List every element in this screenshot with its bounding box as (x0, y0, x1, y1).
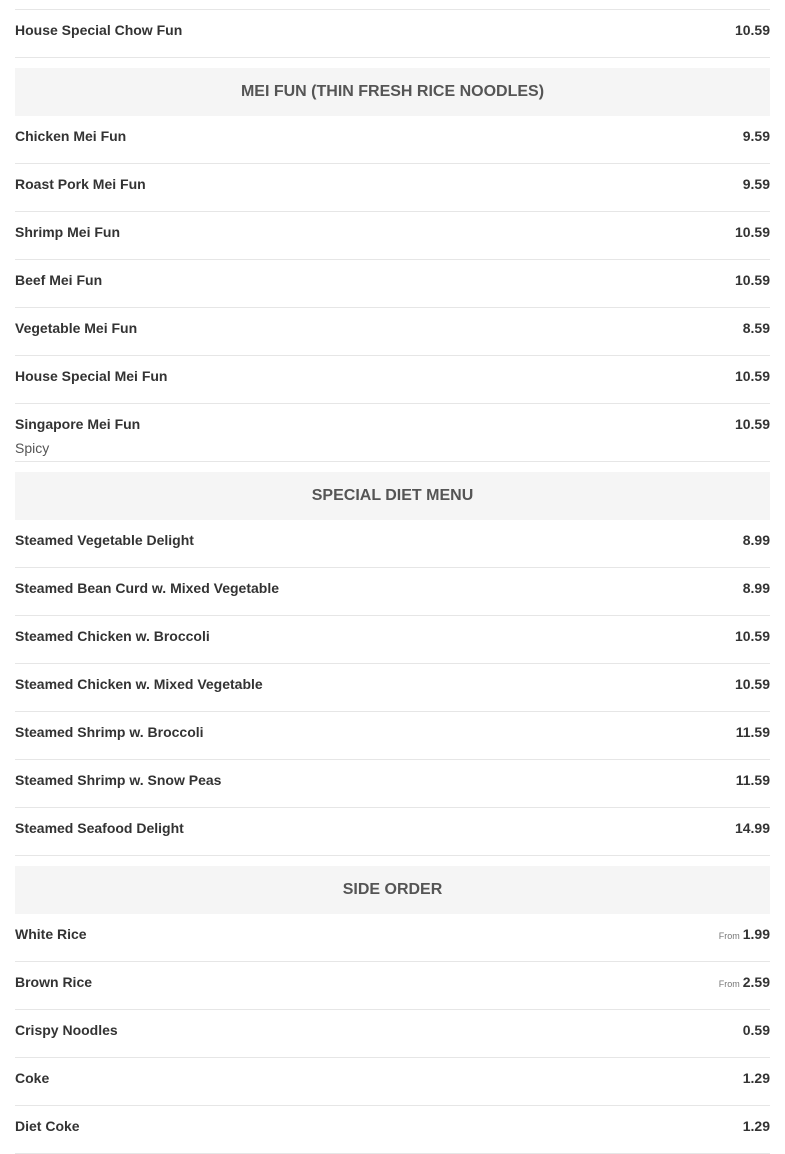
menu-item-name: House Special Mei Fun (15, 368, 168, 384)
menu-item-price (736, 772, 770, 788)
price-from-label: From (718, 931, 740, 941)
price-value: 14.99 (734, 820, 770, 836)
menu-item-price (743, 580, 770, 596)
top-divider (15, 0, 770, 10)
price-value: 8.99 (742, 532, 770, 548)
menu-item-name: Diet Coke (15, 1118, 80, 1134)
menu-item[interactable] (15, 356, 770, 404)
menu-item-price (743, 1022, 770, 1038)
menu-item[interactable] (15, 1106, 770, 1154)
price-value: 9.59 (742, 128, 770, 144)
menu-item-name: Steamed Chicken w. Broccoli (15, 628, 210, 644)
price-value: 11.59 (735, 772, 770, 788)
price-value: 10.59 (734, 368, 770, 384)
menu-item-price (735, 628, 770, 644)
price-value: 0.59 (742, 1022, 770, 1038)
menu-item-price (735, 368, 770, 384)
menu-item-name: Steamed Bean Curd w. Mixed Vegetable (15, 580, 280, 596)
menu-item-price (735, 676, 770, 692)
menu-item-name: Steamed Shrimp w. Broccoli (15, 724, 204, 740)
menu-item-name: Chicken Mei Fun (15, 128, 127, 144)
menu-item-price (719, 974, 770, 990)
menu-item-name: Roast Pork Mei Fun (15, 176, 146, 192)
menu-list (15, 0, 770, 1154)
menu-item-name: Steamed Vegetable Delight (15, 532, 194, 548)
price-value: 10.59 (734, 676, 770, 692)
menu-item-price (719, 926, 770, 942)
menu-item[interactable] (15, 308, 770, 356)
menu-item-price (736, 724, 770, 740)
menu-item[interactable] (15, 404, 770, 462)
price-value: 8.99 (742, 580, 770, 596)
menu-item[interactable] (15, 520, 770, 568)
menu-item-name: Beef Mei Fun (15, 272, 103, 288)
menu-item-name: Steamed Shrimp w. Snow Peas (15, 772, 222, 788)
price-from-label: From (718, 979, 740, 989)
menu-item-name: White Rice (15, 926, 87, 942)
menu-item[interactable] (15, 10, 770, 58)
price-value: 8.59 (742, 320, 770, 336)
menu-item-price (743, 1070, 770, 1086)
menu-item[interactable] (15, 914, 770, 962)
menu-item-price (743, 532, 770, 548)
section-header: SPECIAL DIET MENU (15, 472, 770, 520)
menu-item-name: Brown Rice (15, 974, 93, 990)
menu-item-price (735, 272, 770, 288)
menu-item-price (743, 1118, 770, 1134)
menu-item-name: House Special Chow Fun (15, 22, 183, 38)
price-value: 10.59 (734, 416, 770, 432)
menu-item[interactable] (15, 260, 770, 308)
menu-item-price (743, 128, 770, 144)
menu-item-name: Vegetable Mei Fun (15, 320, 138, 336)
menu-item-name: Steamed Chicken w. Mixed Vegetable (15, 676, 263, 692)
price-value: 1.99 (742, 926, 770, 942)
menu-item-name: Steamed Seafood Delight (15, 820, 184, 836)
section-gap (15, 462, 770, 472)
menu-item-price (743, 176, 770, 192)
section-gap (15, 58, 770, 68)
price-value: 9.59 (742, 176, 770, 192)
price-value: 10.59 (734, 272, 770, 288)
menu-item[interactable] (15, 712, 770, 760)
menu-item-name: Singapore Mei Fun (15, 416, 141, 432)
price-value: 10.59 (734, 22, 770, 38)
price-value: 10.59 (734, 224, 770, 240)
section-header: SIDE ORDER (15, 866, 770, 914)
menu-item[interactable] (15, 760, 770, 808)
menu-item[interactable] (15, 1058, 770, 1106)
menu-item[interactable] (15, 164, 770, 212)
price-value: 2.59 (742, 974, 770, 990)
menu-item-price (735, 820, 770, 836)
menu-item-price (735, 22, 770, 38)
menu-item-name: Crispy Noodles (15, 1022, 118, 1038)
price-value: 1.29 (742, 1118, 770, 1134)
menu-item[interactable] (15, 664, 770, 712)
menu-item-price (735, 224, 770, 240)
menu-item[interactable] (15, 1010, 770, 1058)
menu-item-name: Coke (15, 1070, 50, 1086)
menu-item-description: Spicy (15, 440, 50, 456)
menu-item-name: Shrimp Mei Fun (15, 224, 120, 240)
menu-item[interactable] (15, 212, 770, 260)
menu-item[interactable] (15, 116, 770, 164)
section-gap (15, 856, 770, 866)
menu-item-price (735, 416, 770, 432)
menu-item[interactable] (15, 808, 770, 856)
price-value: 1.29 (742, 1070, 770, 1086)
menu-item[interactable] (15, 616, 770, 664)
menu-item-price (743, 320, 770, 336)
menu-item[interactable] (15, 568, 770, 616)
price-value: 10.59 (734, 628, 770, 644)
price-value: 11.59 (735, 724, 770, 740)
menu-item[interactable] (15, 962, 770, 1010)
section-header: MEI FUN (THIN FRESH RICE NOODLES) (15, 68, 770, 116)
